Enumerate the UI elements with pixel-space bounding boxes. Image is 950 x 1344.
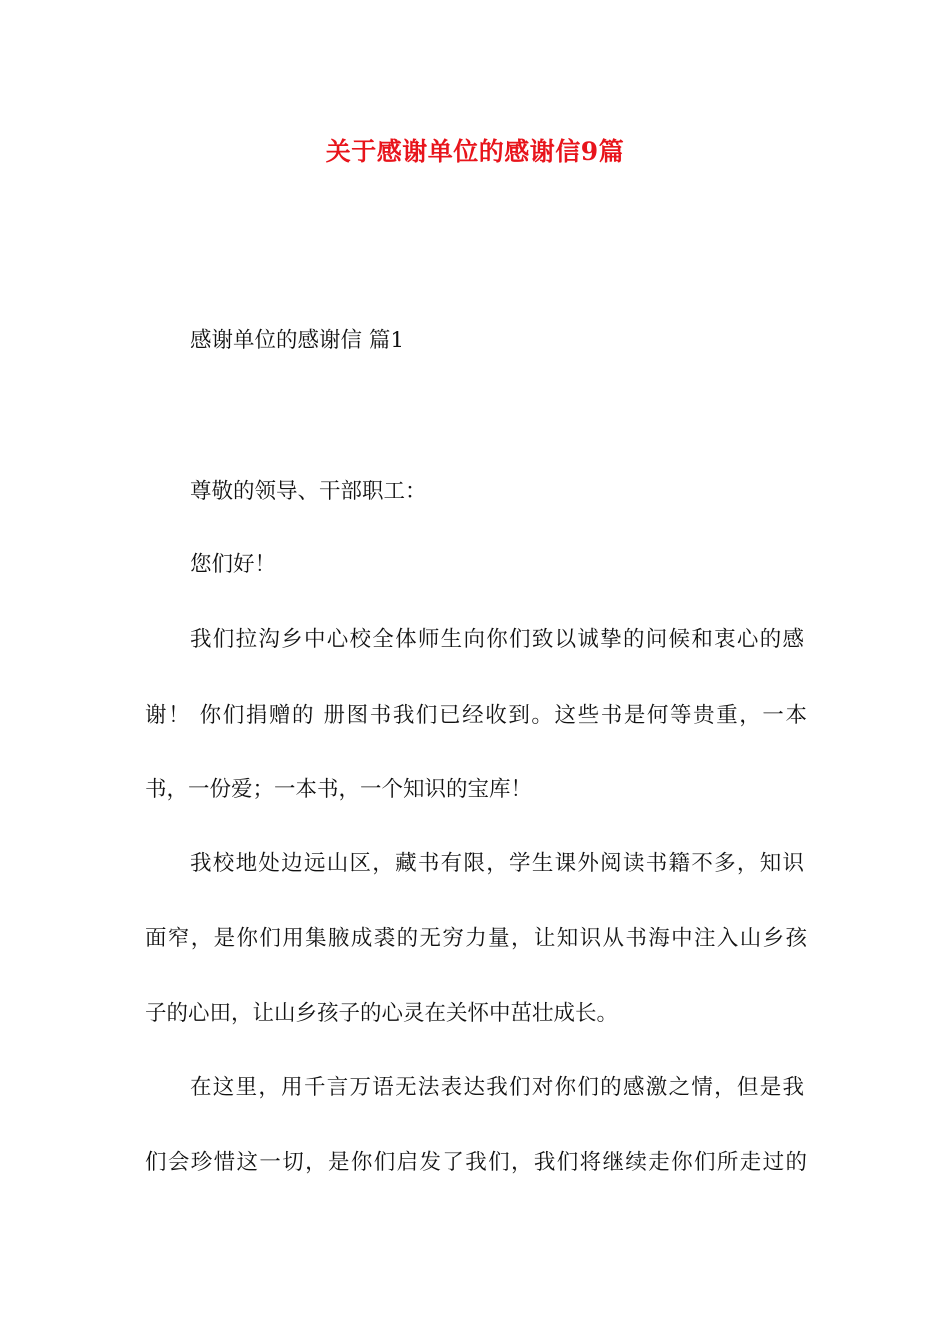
paragraph-line: 我们拉沟乡中心校全体师生向你们致以诚挚的问候和衷心的感 [190,627,804,652]
section-heading: 感谢单位的感谢信 篇1 [190,328,405,353]
paragraph-line: 面窄，是你们用集腋成裘的无穷力量，让知识从书海中注入山乡孩 [145,926,807,951]
document-title: 关于感谢单位的感谢信9篇 [325,137,625,166]
paragraph-line: 子的心田，让山乡孩子的心灵在关怀中茁壮成长。 [145,1001,619,1026]
paragraph-line: 在这里，用千言万语无法表达我们对你们的感激之情，但是我 [190,1075,804,1100]
paragraph-line: 书，一份爱；一本书，一个知识的宝库！ [145,777,533,802]
greeting-line: 您们好！ [190,552,277,577]
paragraph-line: 们会珍惜这一切，是你们启发了我们，我们将继续走你们所走过的 [145,1150,807,1175]
paragraph-line: 谢！ 你们捐赠的 册图书我们已经收到。这些书是何等贵重，一本 [145,703,807,728]
salutation-line: 尊敬的领导、干部职工： [190,479,427,504]
paragraph-line: 我校地处边远山区，藏书有限，学生课外阅读书籍不多，知识 [190,851,804,876]
